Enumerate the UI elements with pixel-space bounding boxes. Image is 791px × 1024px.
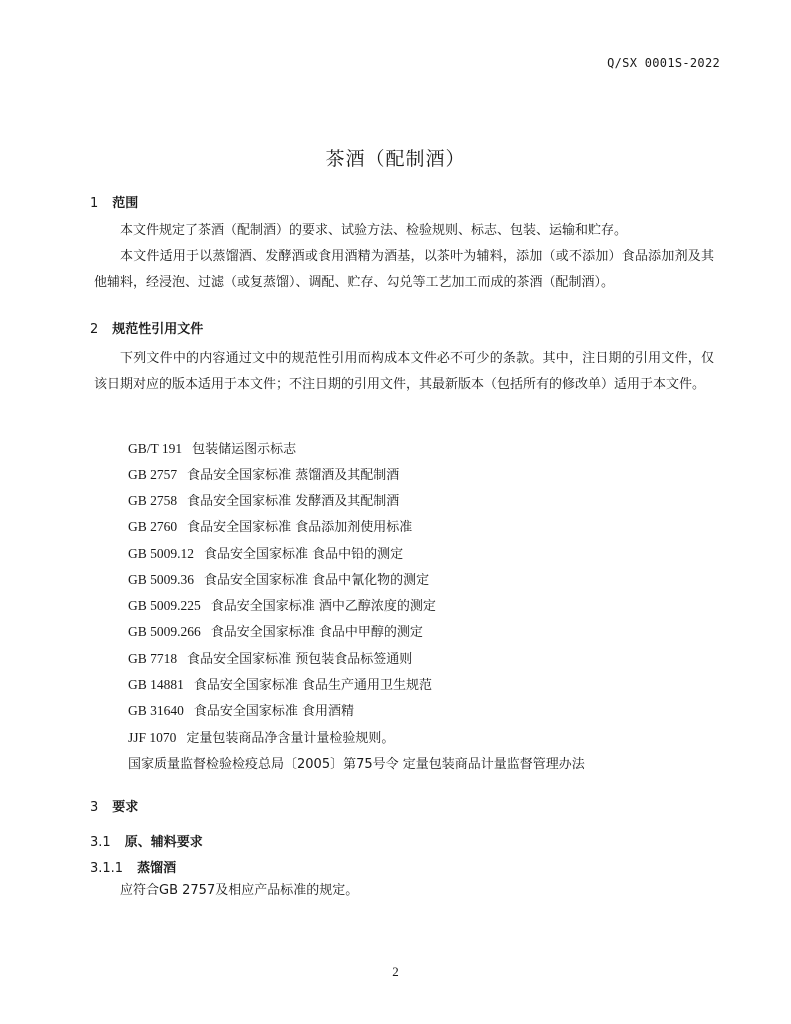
section-1-number: 1 bbox=[90, 196, 99, 211]
section-3-1-1-heading bbox=[90, 857, 176, 876]
page-number: 2 bbox=[392, 964, 399, 979]
reference-item: GB 31640 食品安全国家标准 食用酒精 bbox=[128, 703, 355, 719]
reference-item: GB 2758 食品安全国家标准 发酵酒及其配制酒 bbox=[128, 493, 400, 509]
reference-item: JJF 1070 定量包装商品净含量计量检验规则。 bbox=[128, 730, 395, 746]
section-3-title: 要求 bbox=[112, 800, 139, 815]
section-3-1-1-text: 应符合GB 2757及相应产品标准的规定。 bbox=[120, 883, 359, 898]
section-2-title: 规范性引用文件 bbox=[112, 322, 204, 337]
reference-item: GB 2760 食品安全国家标准 食品添加剂使用标准 bbox=[128, 519, 413, 535]
section-3-1-heading bbox=[90, 831, 203, 850]
section-3-1-1-number: 3.1.1 bbox=[90, 861, 124, 876]
section-3-1-number: 3.1 bbox=[90, 835, 111, 850]
section-2-paragraph: 下列文件中的内容通过文中的规范性引用而构成本文件必不可少的条款。其中，注日期的引用文件，仅该日期对应的版本适用于本文件；不注日期的引用文件，其最新版本（包括所有的修改单）适用于本文件。 bbox=[94, 351, 714, 392]
section-2-number: 2 bbox=[90, 322, 99, 337]
section-3-heading bbox=[90, 796, 138, 815]
section-3-1-title: 原、辅料要求 bbox=[124, 835, 203, 850]
reference-item: GB 5009.225 食品安全国家标准 酒中乙醇浓度的测定 bbox=[128, 598, 436, 614]
reference-item: GB/T 191 包装储运图示标志 bbox=[128, 441, 297, 457]
section-1-paragraph-2: 本文件适用于以蒸馏酒、发酵酒或食用酒精为酒基，以茶叶为辅料，添加（或不添加）食品添加剂及其他辅料，经浸泡、过滤（或复蒸馏）、调配、贮存、勾兑等工艺加工而成的茶酒（配制酒）。 bbox=[94, 249, 714, 290]
document-title: 茶酒（配制酒） bbox=[325, 148, 466, 170]
reference-item: GB 2757 食品安全国家标准 蒸馏酒及其配制酒 bbox=[128, 467, 400, 483]
reference-item: GB 14881 食品安全国家标准 食品生产通用卫生规范 bbox=[128, 677, 433, 693]
section-1-paragraph-1: 本文件规定了茶酒（配制酒）的要求、试验方法、检验规则、标志、包装、运输和贮存。 bbox=[120, 223, 628, 238]
decree-reference: 国家质量监督检验检疫总局〔2005〕第75号令 定量包装商品计量监督管理办法 bbox=[128, 757, 585, 772]
reference-item: GB 7718 食品安全国家标准 预包装食品标签通则 bbox=[128, 651, 413, 667]
section-1-title: 范围 bbox=[112, 196, 139, 211]
reference-item: GB 5009.266 食品安全国家标准 食品中甲醇的测定 bbox=[128, 624, 423, 640]
document-code: Q/SX 0001S-2022 bbox=[607, 56, 720, 70]
section-3-1-1-title: 蒸馏酒 bbox=[137, 861, 177, 876]
reference-item: GB 5009.36 食品安全国家标准 食品中氰化物的测定 bbox=[128, 572, 430, 588]
section-2-heading bbox=[90, 318, 203, 337]
section-3-number: 3 bbox=[90, 800, 99, 815]
section-1-heading bbox=[90, 192, 138, 211]
reference-item: GB 5009.12 食品安全国家标准 食品中铅的测定 bbox=[128, 546, 404, 562]
